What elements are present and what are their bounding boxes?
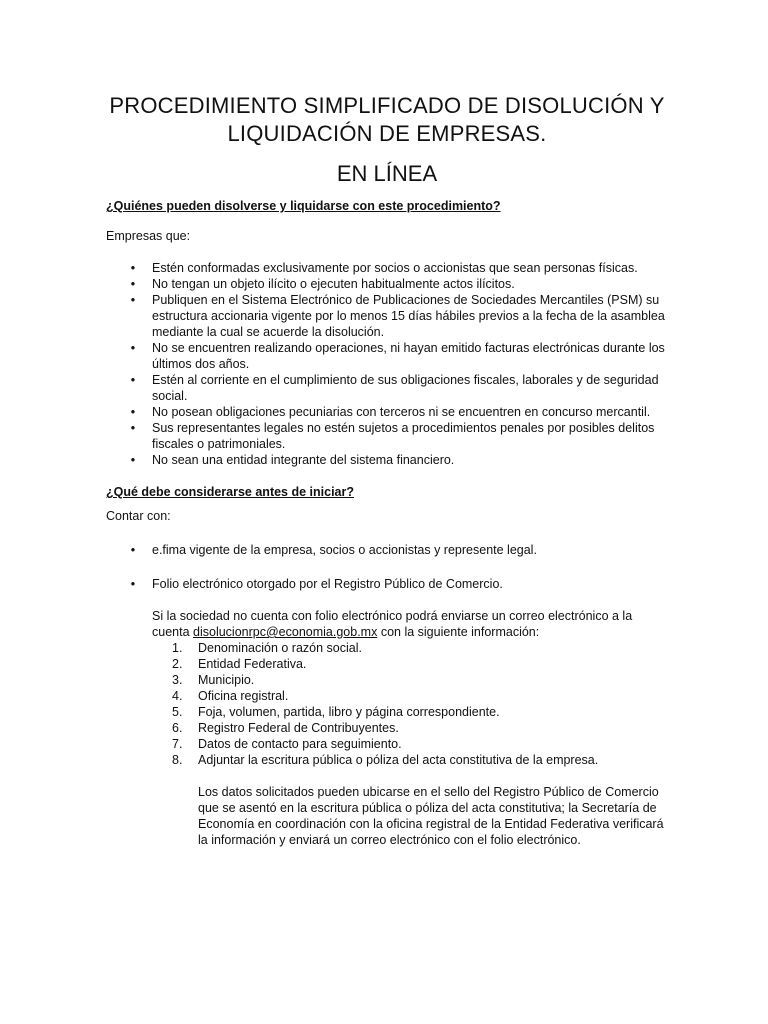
list-item: • No tengan un objeto ilícito o ejecuten habitualmente actos ilícitos.	[106, 276, 668, 292]
section1-intro: Empresas que:	[106, 229, 191, 243]
section2-intro: Contar con:	[106, 509, 171, 523]
title-line-1: PROCEDIMIENTO SIMPLIFICADO DE DISOLUCIÓN Y	[109, 93, 665, 118]
list-item: 4. Oficina registral.	[172, 689, 289, 703]
list-item: • Sus representantes legales no estén sujetos a procedimientos penales por posibles delitos fiscales o patrimoniales.	[106, 420, 668, 452]
document-title	[106, 92, 668, 148]
list-item: 6. Registro Federal de Contribuyentes.	[172, 721, 399, 735]
list-item: 7. Datos de contacto para seguimiento.	[172, 737, 402, 751]
folio-paragraph: Si la sociedad no cuenta con folio electrónico podrá enviarse un correo electrónico a la cuenta disolucionrpc@economia.gob.mx con la siguiente información:	[152, 609, 633, 639]
bullet-icon: •	[130, 453, 136, 467]
title-line-2: LIQUIDACIÓN DE EMPRESAS.	[227, 121, 547, 146]
bullet-icon: •	[130, 277, 136, 291]
list-item: • Folio electrónico otorgado por el Registro Público de Comercio.	[106, 576, 668, 592]
requirements-list	[106, 542, 668, 592]
list-item: • No se encuentren realizando operaciones, ni hayan emitido facturas electrónicas durante los últimos dos años.	[106, 340, 668, 372]
list-item: 5. Foja, volumen, partida, libro y página correspondiente.	[172, 705, 500, 719]
list-item: 3. Municipio.	[172, 673, 255, 687]
spacer	[106, 558, 668, 576]
bullet-icon: •	[130, 543, 136, 557]
section1-question: ¿Quiénes pueden disolverse y liquidarse con este procedimiento?	[106, 199, 501, 213]
bullet-icon: •	[130, 405, 136, 419]
bullet-icon: •	[130, 341, 136, 355]
bullet-icon: •	[130, 261, 136, 275]
list-item: • e.fima vigente de la empresa, socios o accionistas y represente legal.	[106, 542, 668, 558]
list-item: • Estén al corriente en el cumplimiento de sus obligaciones fiscales, laborales y de seguridad social.	[106, 372, 668, 404]
list-item: 1. Denominación o razón social.	[172, 641, 362, 655]
email-link[interactable]: disolucionrpc@economia.gob.mx	[193, 625, 378, 639]
note-paragraph: Los datos solicitados pueden ubicarse en el sello del Registro Público de Comercio que se asentó en la escritura pública o póliza del acta constitutiva; la Secretaría de Economía en coordinación con la oficina registral de la Entidad Federativa verificará la información y enviará un correo electrónico con el folio electrónico.	[198, 785, 664, 847]
list-item: • Estén conformadas exclusivamente por socios o accionistas que sean personas físicas.	[106, 260, 668, 276]
bullet-icon: •	[130, 293, 136, 307]
section2-question: ¿Qué debe considerarse antes de iniciar?	[106, 485, 355, 499]
list-item: • No posean obligaciones pecuniarias con terceros ni se encuentren en concurso mercantil.	[106, 404, 668, 420]
bullet-icon: •	[130, 421, 136, 435]
list-item: 2. Entidad Federativa.	[172, 657, 307, 671]
eligibility-list	[106, 260, 668, 468]
info-numbered-list	[106, 640, 668, 768]
bullet-icon: •	[130, 577, 136, 591]
section2	[106, 484, 668, 848]
list-item: 8. Adjuntar la escritura pública o póliza del acta constitutiva de la empresa.	[172, 753, 599, 767]
list-item: • Publiquen en el Sistema Electrónico de Publicaciones de Sociedades Mercantiles (PSM) su estructura accionaria vigente por lo menos 15 días hábiles previos a la fecha de la asamblea mediante la cual se acuerde la disolución.	[106, 292, 668, 340]
document-subtitle: EN LÍNEA	[336, 161, 438, 186]
list-item: • No sean una entidad integrante del sistema financiero.	[106, 452, 668, 468]
bullet-icon: •	[130, 373, 136, 387]
